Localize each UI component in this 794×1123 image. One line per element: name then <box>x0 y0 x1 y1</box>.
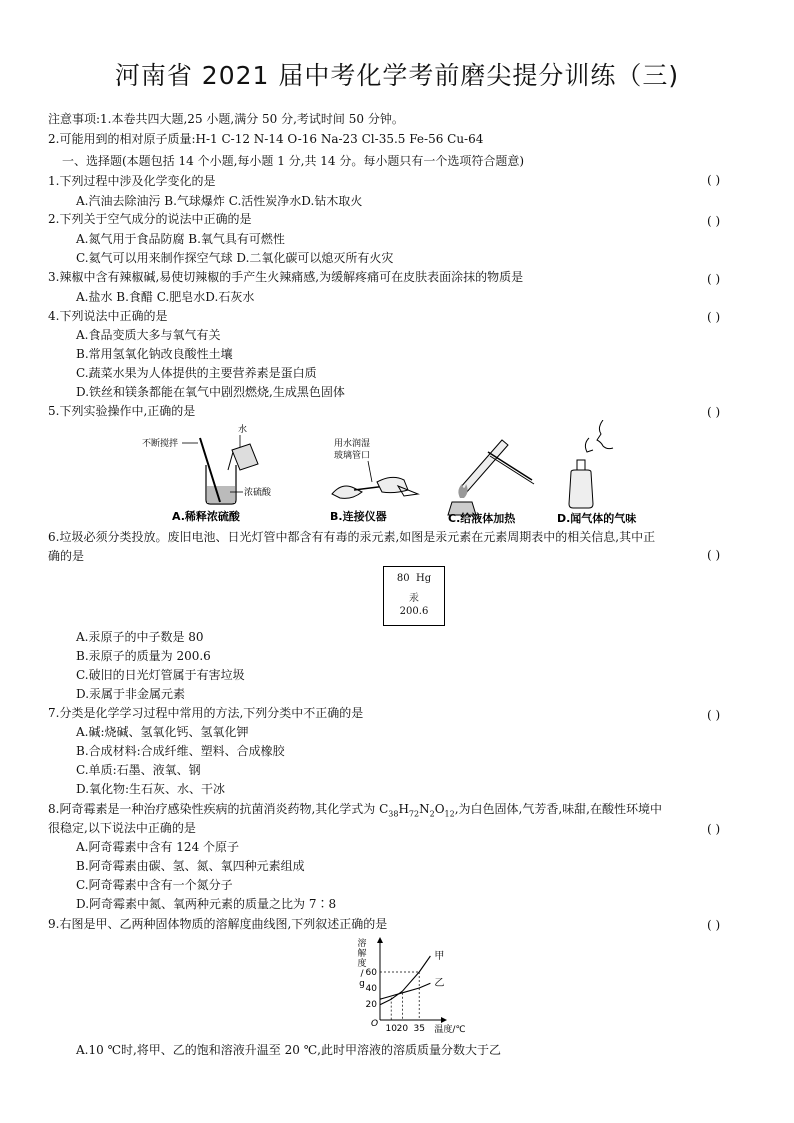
q5-answer-paren: ( ) <box>707 405 721 419</box>
q1-answer-paren: ( ) <box>707 173 721 187</box>
series-line-1 <box>380 983 430 999</box>
q6-option-d: D.汞属于非金属元素 <box>76 687 186 701</box>
q6-option-b: B.汞原子的质量为 200.6 <box>76 649 211 663</box>
element-cell-mercury <box>383 566 445 626</box>
q2-options-cd: C.氦气可以用来制作探空气球 D.二氧化碳可以熄灭所有火灾 <box>76 251 394 265</box>
x-tick-label: 20 <box>396 1024 409 1034</box>
q6-stem-1: 6.垃圾必须分类投放。废旧电池、日光灯管中都含有有毒的汞元素,如图是汞元素在元素周期表中的相关信息,其中正 <box>48 530 656 544</box>
q2-options-ab: A.氮气用于食品防腐 B.氧气具有可燃性 <box>76 232 285 246</box>
q6-option-a: A.汞原子的中子数是 80 <box>76 630 204 644</box>
q7-option-a: A.碱:烧碱、氢氧化钙、氢氧化钾 <box>76 725 249 739</box>
q7-option-b: B.合成材料:合成纤维、塑料、合成橡胶 <box>76 744 285 758</box>
q3-stem: 3.辣椒中含有辣椒碱,易使切辣椒的手产生火辣痛感,为缓解疼痛可在皮肤表面涂抹的物质是 <box>48 270 524 284</box>
solubility-chart <box>340 934 480 1034</box>
y-axis-label-char: 解 <box>357 949 367 959</box>
page-title: 河南省 2021 届中考化学考前磨尖提分训练（三) <box>114 61 680 90</box>
q9-stem: 9.右图是甲、乙两种固体物质的溶解度曲线图,下列叙述正确的是 <box>48 917 388 931</box>
solubility-chart-svg <box>340 934 480 1034</box>
q4-answer-paren: ( ) <box>707 310 721 324</box>
formula-o: 12 <box>444 809 455 819</box>
q8-option-a: A.阿奇霉素中含有 124 个原子 <box>76 840 240 854</box>
fig-a-caption: A.稀释浓硫酸 <box>172 510 240 523</box>
q2-stem: 2.下列关于空气成分的说法中正确的是 <box>48 212 252 226</box>
q4-option-b: B.常用氢氧化钠改良酸性土壤 <box>76 347 233 361</box>
section-heading: 一、选择题(本题包括 14 个小题,每小题 1 分,共 14 分。每小题只有一个选项符合题意) <box>62 154 525 168</box>
figure-d-smell <box>553 420 653 525</box>
q2-answer-paren: ( ) <box>707 214 721 228</box>
q6-stem-2: 确的是 <box>48 549 85 563</box>
q7-answer-paren: ( ) <box>707 708 721 722</box>
fig-b-label-2: 玻璃管口 <box>334 451 371 461</box>
notice-line-1: 注意事项:1.本卷共四大题,25 小题,满分 50 分,考试时间 50 分钟。 <box>48 112 404 126</box>
q1-stem: 1.下列过程中涉及化学变化的是 <box>48 174 216 188</box>
fig-d-caption: D.闻气体的气味 <box>557 512 637 525</box>
q7-option-c: C.单质:石墨、液氧、钢 <box>76 763 201 777</box>
q8-option-c: C.阿奇霉素中含有一个氮分子 <box>76 878 233 892</box>
q7-stem: 7.分类是化学学习过程中常用的方法,下列分类中不正确的是 <box>48 706 364 720</box>
element-symbol: Hg <box>415 573 432 584</box>
q8-option-d: D.阿奇霉素中氮、氧两种元素的质量之比为 7∶8 <box>76 897 337 911</box>
q8-answer-paren: ( ) <box>707 822 721 836</box>
x-tick-label: 10 <box>385 1024 397 1034</box>
q4-option-c: C.蔬菜水果为人体提供的主要营养素是蛋白质 <box>76 366 317 380</box>
q9-answer-paren: ( ) <box>707 918 721 932</box>
q4-option-a: A.食品变质大多与氧气有关 <box>76 328 221 342</box>
q4-option-d: D.铁丝和镁条都能在氧气中剧烈燃烧,生成黑色固体 <box>76 385 345 399</box>
q5-stem: 5.下列实验操作中,正确的是 <box>48 404 196 418</box>
fig-c-caption: C.给液体加热 <box>448 512 516 525</box>
formula-h: 72 <box>408 809 420 819</box>
formula-c: 38 <box>388 809 399 819</box>
fig-a-label-acid: 浓硫酸 <box>244 488 272 498</box>
y-tick-label: 20 <box>365 1000 377 1010</box>
y-tick-label: 40 <box>365 984 377 994</box>
y-axis-label <box>357 937 366 989</box>
y-axis-label-char: g <box>359 979 365 989</box>
q8-stem-1: 8.阿奇霉素是一种治疗感染性疾病的抗菌消炎药物,其化学式为 $C_{38}H_{72}N_2O_{12}$,为白色固体,气芳香,味甜,在酸性环境中 <box>48 802 662 819</box>
element-name: 汞 <box>409 593 419 604</box>
y-tick-label: 60 <box>365 968 377 978</box>
q3-options: A.盐水 B.食醋 C.肥皂水D.石灰水 <box>76 290 255 304</box>
fig-a-label-stir: 不断搅拌 <box>142 439 179 449</box>
figure-a-dilute-acid <box>140 420 280 525</box>
q3-answer-paren: ( ) <box>707 272 721 286</box>
figure-c-heat <box>440 420 550 525</box>
y-axis-label-char: 度 <box>357 959 367 969</box>
element-number: 80 <box>396 573 410 584</box>
y-axis-label-char: 溶 <box>357 939 367 949</box>
q8-stem-2: 很稳定,以下说法中正确的是 <box>48 821 196 835</box>
x-tick-label: 35 <box>413 1024 425 1034</box>
element-mass: 200.6 <box>399 606 429 617</box>
q7-option-d: D.氧化物:生石灰、水、干冰 <box>76 782 226 796</box>
formula-n: 2 <box>429 809 435 819</box>
notice-line-2: 2.可能用到的相对原子质量:H-1 C-12 N-14 O-16 Na-23 Cl-35.5 Fe-56 Cu-64 <box>48 132 484 146</box>
y-axis-label-char: / <box>360 969 364 979</box>
q8-option-b: B.阿奇霉素由碳、氢、氮、氧四种元素组成 <box>76 859 305 873</box>
fig-b-label-1: 用水润湿 <box>334 439 371 449</box>
x-axis-label: 温度/℃ <box>434 1025 466 1034</box>
q1-options: A.汽油去除油污 B.气球爆炸 C.活性炭净水D.钻木取火 <box>76 194 363 208</box>
series-label-0: 甲 <box>434 951 445 962</box>
q8-stem-pre: 8.阿奇霉素是一种治疗感染性疾病的抗菌消炎药物,其化学式为 C <box>48 802 389 816</box>
figure-b-connect <box>322 434 422 526</box>
fig-b-caption: B.连接仪器 <box>330 510 387 523</box>
q6-option-c: C.破旧的日光灯管属于有害垃圾 <box>76 668 245 682</box>
origin-label: O <box>371 1019 379 1029</box>
q6-answer-paren: ( ) <box>707 548 721 562</box>
q4-stem: 4.下列说法中正确的是 <box>48 309 168 323</box>
q8-stem-post: ,为白色固体,气芳香,味甜,在酸性环境中 <box>454 802 662 816</box>
fig-a-label-water: 水 <box>238 425 248 435</box>
q9-option-a: A.10 ℃时,将甲、乙的饱和溶液升温至 20 ℃,此时甲溶液的溶质质量分数大于乙 <box>76 1043 501 1057</box>
series-label-1: 乙 <box>434 978 445 990</box>
